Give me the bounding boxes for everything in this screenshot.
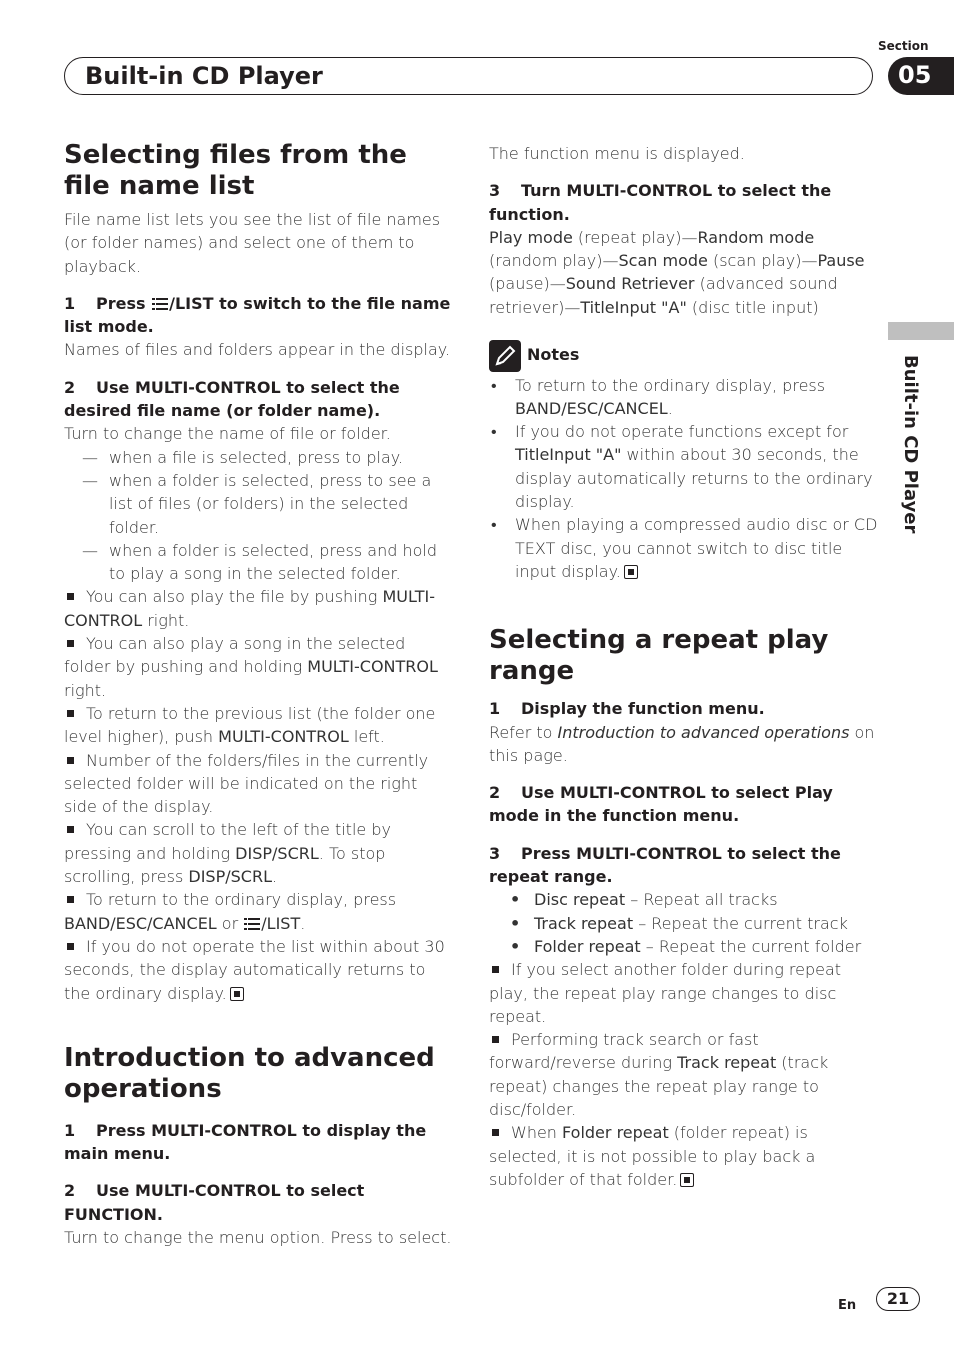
- intro-text: File name list lets you see the list of file names (or folder names) and select one of them to playback.: [64, 210, 441, 276]
- note-item: Performing track search or fast forward/reverse during Track repeat (track repeat) changes the repeat play range to disc/folder.: [489, 1030, 829, 1119]
- note-item: To return to the ordinary display, press BAND/ESC/CANCEL or /LIST.: [64, 890, 397, 933]
- note-item: You can also play the file by pushing MULTI-CONTROL right.: [64, 587, 435, 630]
- repeat-step-2: 2 Use MULTI-CONTROL to select Play mode in the function menu.: [489, 783, 833, 826]
- repeat-option: • Folder repeat – Repeat the current folder: [510, 936, 862, 956]
- dash-item: — when a file is selected, press to play.: [82, 447, 404, 467]
- adv-step-2-desc: Turn to change the menu option. Press to select.: [64, 1227, 452, 1247]
- repeat-option: • Disc repeat – Repeat all tracks: [510, 890, 778, 910]
- note-item: To return to the previous list (the folder one level higher), push MULTI-CONTROL left.: [64, 703, 436, 747]
- adv-step-1: 1 Press MULTI-CONTROL to display the main menu.: [64, 1120, 427, 1164]
- notes-heading: Notes: [489, 339, 881, 372]
- step-2: 2 Use MULTI-CONTROL to select the desired file name (or folder name).: [64, 377, 400, 421]
- header-title: Built-in CD Player: [85, 62, 323, 90]
- heading-repeat-range: Selecting a repeat play range: [489, 625, 829, 687]
- repeat-option: • Track repeat – Repeat the current track: [510, 913, 848, 933]
- side-tab-label: Built-in CD Player: [900, 355, 921, 534]
- heading-selecting-files: Selecting files from the file name list: [64, 140, 407, 201]
- list-icon: [244, 918, 260, 930]
- end-mark-icon: [680, 1173, 694, 1187]
- note-item: If you do not operate the list within about 30 seconds, the display automatically returns to the ordinary display.: [64, 936, 445, 1003]
- adv-step-2: 2 Use MULTI-CONTROL to select FUNCTION.: [64, 1181, 365, 1224]
- repeat-step-1-desc: Refer to Introduction to advanced operations on this page.: [489, 722, 875, 765]
- note-item: Number of the folders/files in the currently selected folder will be indicated on the right side of the display.: [64, 750, 429, 817]
- footer-language: En: [838, 1298, 857, 1313]
- note-bullet: • When playing a compressed audio disc or CD TEXT disc, you cannot switch to disc title input display.: [491, 515, 878, 581]
- step-1-desc: Names of files and folders appear in the display.: [64, 340, 451, 360]
- step-3: 3 Turn MULTI-CONTROL to select the function.: [489, 181, 832, 224]
- end-mark-icon: [230, 987, 244, 1001]
- right-column: [489, 142, 881, 1191]
- dash-item: — when a folder is selected, press to see a list of files (or folders) in the selected folder.: [82, 470, 432, 537]
- function-menu-displayed: The function menu is displayed.: [489, 144, 745, 163]
- step-2-desc: Turn to change the name of file or folder.: [64, 424, 391, 444]
- side-tab-marker: [888, 322, 954, 340]
- left-column: [64, 140, 454, 1249]
- repeat-step-3: 3 Press MULTI-CONTROL to select the repeat range.: [489, 843, 841, 887]
- section-number: 05: [888, 57, 954, 95]
- list-icon: [152, 298, 168, 310]
- header-bar: [64, 57, 873, 95]
- notes-pencil-icon: [489, 340, 521, 372]
- note-bullet: • If you do not operate functions except for TitleInput "A" within about 30 seconds, the display automatically returns to the ordinary display.: [491, 422, 873, 512]
- dash-item: — when a folder is selected, press and hold to play a song in the selected folder.: [82, 540, 437, 584]
- function-list: Play mode (repeat play)—Random mode (random play)—Scan mode (scan play)—Pause (pause)—Sound Retriever (advanced sound retriever)—TitleInput "A" (disc title input): [489, 227, 865, 317]
- note-item: If you select another folder during repeat play, the repeat play range changes to disc repeat.: [489, 960, 842, 1026]
- section-label: Section: [878, 39, 929, 53]
- note-item: When Folder repeat (folder repeat) is selected, it is not possible to play back a subfolder of that folder.: [489, 1123, 816, 1189]
- repeat-step-1: 1 Display the function menu.: [489, 699, 765, 719]
- step-1: 1 Press /LIST to switch to the file name list mode.: [64, 293, 451, 337]
- note-item: You can scroll to the left of the title by pressing and holding DISP/SCRL. To stop scrolling, press DISP/SCRL.: [64, 820, 391, 887]
- page-number: 21: [876, 1287, 920, 1311]
- note-item: You can also play a song in the selected folder by pushing and holding MULTI-CONTROL right.: [64, 634, 438, 700]
- heading-advanced-operations: Introduction to advanced operations: [64, 1042, 435, 1104]
- end-mark-icon: [624, 565, 638, 579]
- note-bullet: • To return to the ordinary display, press BAND/ESC/CANCEL.: [491, 375, 826, 418]
